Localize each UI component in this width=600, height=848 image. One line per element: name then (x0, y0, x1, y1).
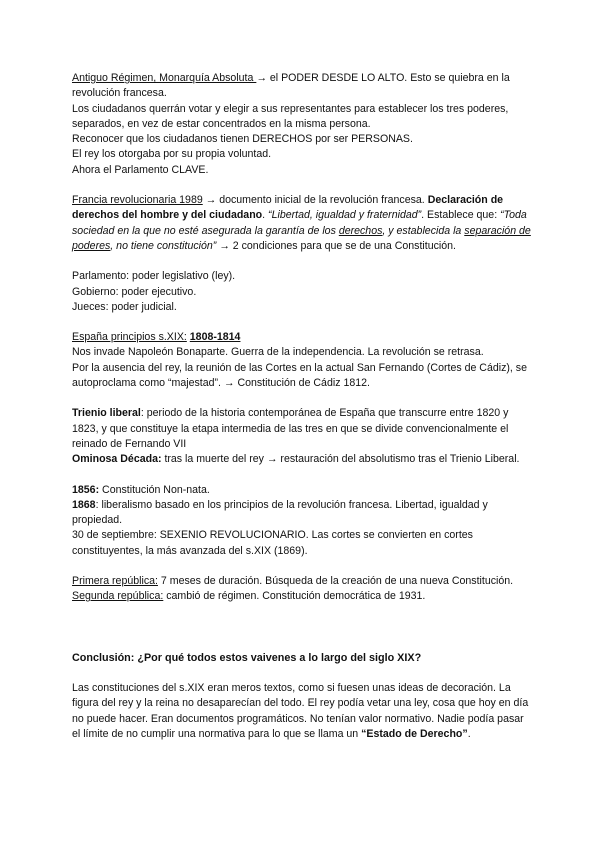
text-span: → el PODER DESDE LO ALTO. Esto se quiebra en la revolución francesa. (72, 72, 510, 100)
spacer (72, 391, 532, 406)
text-span: Las constituciones del s.XIX eran meros textos, como si fuesen unas ideas de decoración. La figura del rey y la reina no desaparecían del todo. El rey podía vetar una ley, cosa que hoy en día no puede hacer. Eran documentos programáticos. No tenían valor normativo. Nadie podía pasar el límite de no cumplir una normativa para lo que se llama un (72, 681, 529, 740)
paragraph: Ahora el Parlamento CLAVE. (72, 163, 209, 176)
paragraph: Nos invade Napoleón Bonaparte. Guerra de la independencia. La revolución se retrasa. (72, 346, 484, 359)
paragraph (72, 330, 532, 345)
text-span: → documento inicial de la revolución francesa. (202, 194, 428, 207)
spacer (72, 666, 532, 681)
bold-term: Declaración de derechos del hombre y del ciudadano (72, 194, 504, 222)
paragraph (72, 498, 532, 529)
spacer (72, 178, 532, 193)
underlined-term: España principios s.XIX: (72, 331, 187, 344)
text-span: tras la muerte del rey → restauración del absolutismo tras el Trienio Liberal. (161, 453, 520, 466)
block-francia-revolucionaria (72, 193, 532, 254)
paragraph: Los ciudadanos querrán votar y elegir a sus representantes para establecer los tres poderes, separados, en vez de estar concentrados en la misma persona. (72, 102, 509, 130)
block-republicas (72, 574, 532, 605)
paragraph: Por la ausencia del rey, la reunión de las Cortes en la actual San Fernando (Cortes de Cádiz), se autoproclama como “majestad”. → Constitución de Cádiz 1812. (72, 361, 527, 390)
spacer (72, 605, 532, 651)
spacer (72, 468, 532, 483)
text-span: . (467, 727, 471, 740)
italic-quote: , y establecida la (382, 224, 465, 237)
underlined-term: Francia revolucionaria 1989 (72, 194, 203, 207)
bold-term: Ominosa Década: (72, 453, 162, 466)
italic-quote: , no tiene constitución” (110, 239, 217, 252)
text-span: : liberalismo basado en los principios de la revolución francesa. Libertad, igualdad y propiedad. (72, 498, 488, 527)
block-poderes (72, 269, 532, 315)
spacer (72, 315, 532, 330)
text-span: . Establece que: (421, 209, 501, 222)
text-span: → 2 condiciones para que se de una Constitución. (216, 239, 456, 252)
paragraph: Gobierno: poder ejecutivo. (72, 285, 197, 298)
block-antiguo-regimen (72, 71, 532, 178)
paragraph: El rey los otorgaba por su propia voluntad. (72, 148, 272, 161)
paragraph (72, 406, 532, 452)
paragraph: Jueces: poder judicial. (72, 300, 177, 313)
paragraph (72, 483, 532, 498)
block-1856-1868 (72, 483, 532, 559)
underlined-term: Antiguo Régimen, Monarquía Absoluta (72, 72, 257, 84)
paragraph (72, 452, 532, 467)
paragraph: 30 de septiembre: SEXENIO REVOLUCIONARIO. Las cortes se convierten en cortes constituyentes, la más avanzada del s.XIX (1869). (72, 529, 473, 557)
text-span: . (262, 209, 269, 222)
italic-underlined-term: separación de poderes (72, 224, 531, 252)
paragraph: Reconocer que los ciudadanos tienen DERECHOS por ser PERSONAS. (72, 133, 413, 146)
paragraph (72, 71, 532, 102)
spacer (72, 559, 532, 574)
bold-term: “Estado de Derecho” (361, 727, 468, 740)
italic-quote: “Libertad, igualdad y fraternidad” (268, 209, 422, 222)
italic-underlined-term: derechos (338, 224, 383, 237)
bold-underlined-term: 1808-1814 (189, 331, 241, 344)
bold-term: Trienio liberal (72, 407, 141, 420)
text-span: Constitución Non-nata. (99, 483, 210, 496)
conclusion-heading: Conclusión: ¿Por qué todos estos vaivenes a lo largo del siglo XIX? (72, 651, 422, 664)
paragraph (72, 681, 532, 742)
block-espana-siglo-xix (72, 330, 532, 391)
paragraph (72, 589, 532, 604)
block-trienio-liberal (72, 406, 532, 467)
document-body (72, 71, 532, 742)
underlined-term: Segunda república: (72, 590, 164, 603)
underlined-term: Primera república: (72, 575, 158, 588)
italic-quote: “Toda sociedad en la que no esté asegurada la garantía de los (72, 209, 527, 237)
spacer (72, 254, 532, 269)
text-span: : periodo de la historia contemporánea de España que transcurre entre 1820 y 1823, y que constituye la etapa intermedia de las tres en que se divide convencionalmente el reinado de Fernando VII (72, 407, 509, 450)
paragraph (72, 193, 532, 254)
paragraph: Parlamento: poder legislativo (ley). (72, 270, 236, 283)
bold-term: 1856: (72, 483, 100, 496)
bold-term: 1868 (72, 498, 96, 511)
text-span: 7 meses de duración. Búsqueda de la creación de una nueva Constitución. (157, 575, 514, 588)
text-span: cambió de régimen. Constitución democrática de 1931. (163, 590, 426, 603)
paragraph (72, 574, 532, 589)
block-conclusion (72, 651, 532, 742)
